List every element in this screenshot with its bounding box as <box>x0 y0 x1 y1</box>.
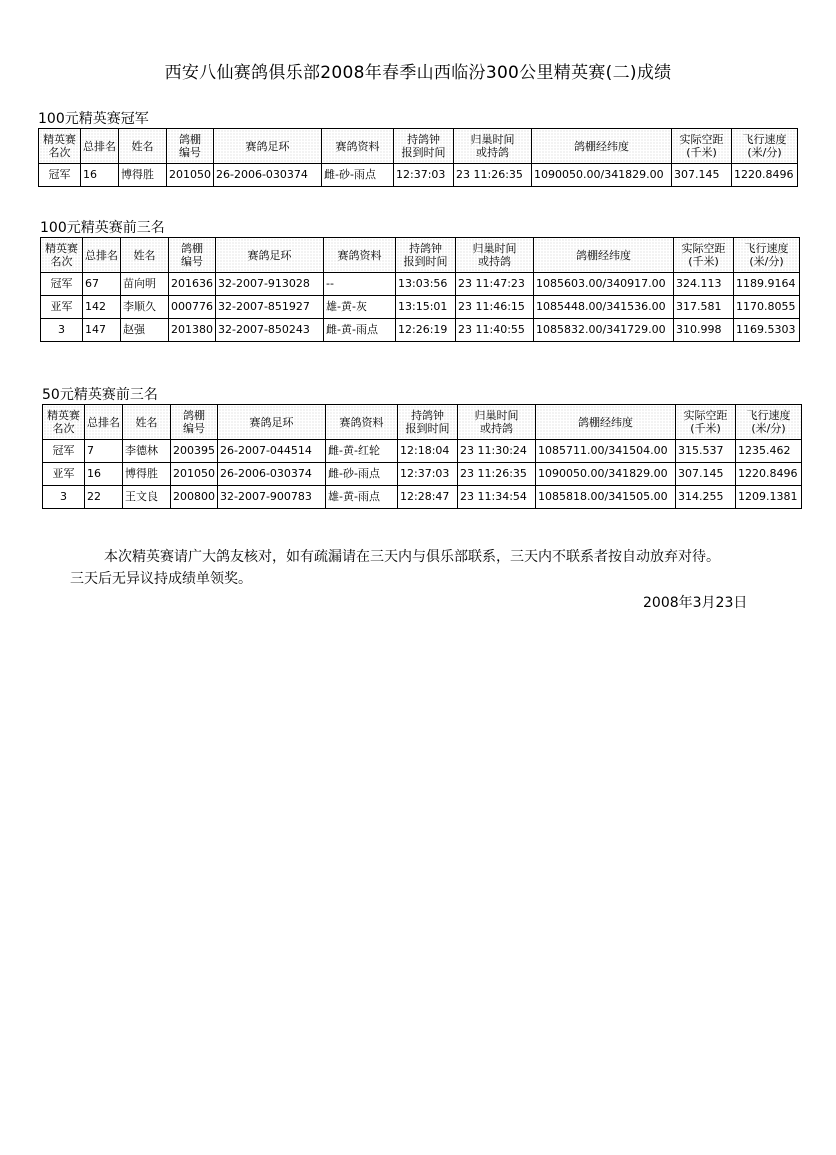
column-header <box>394 129 454 164</box>
table-cell: 000776 <box>169 296 216 319</box>
column-header-line: 飞行速度 <box>746 409 791 422</box>
column-header-line: 精英赛 <box>45 242 78 255</box>
column-header <box>532 129 672 164</box>
table-row <box>41 296 800 319</box>
column-header <box>454 129 532 164</box>
table-cell: 亚军 <box>41 296 83 319</box>
column-header <box>672 129 732 164</box>
table-cell: 1085818.00/341505.00 <box>536 486 676 509</box>
column-header-line: 归巢时间 <box>470 133 515 146</box>
table-cell: 1209.1381 <box>736 486 802 509</box>
column-header-line: 归巢时间 <box>474 409 519 422</box>
table-cell: 12:18:04 <box>398 440 458 463</box>
column-header <box>536 405 676 440</box>
table-cell: 26-2006-030374 <box>218 463 326 486</box>
column-header-line: 名次 <box>52 422 75 435</box>
column-header <box>216 238 324 273</box>
table-cell: 雄-黄-灰 <box>324 296 396 319</box>
table-cell: 冠军 <box>41 273 83 296</box>
table-cell: 苗向明 <box>121 273 169 296</box>
column-header-line: 编号 <box>181 255 203 268</box>
column-header <box>534 238 674 273</box>
table-cell: 26-2007-044514 <box>218 440 326 463</box>
section-title: 50元精英赛前三名 <box>42 387 158 403</box>
table-cell: 12:37:03 <box>394 164 454 187</box>
table-cell: 博得胜 <box>123 463 171 486</box>
table-cell: 142 <box>83 296 121 319</box>
column-header <box>396 238 456 273</box>
table-cell: 1169.5303 <box>734 319 800 342</box>
column-header-line: 姓名 <box>135 415 158 429</box>
table-cell: 23 11:47:23 <box>456 273 534 296</box>
table-cell: 7 <box>85 440 123 463</box>
column-header-line: 鸽棚经纬度 <box>576 248 631 262</box>
column-header <box>169 238 216 273</box>
page-title: 西安八仙赛鸽俱乐部2008年春季山西临汾300公里精英赛(二)成绩 <box>164 63 672 83</box>
table-cell: 1085711.00/341504.00 <box>536 440 676 463</box>
column-header <box>326 405 398 440</box>
column-header-line: 赛鸽足环 <box>249 415 294 429</box>
table-cell: 23 11:34:54 <box>458 486 536 509</box>
column-header-line: (米/分) <box>749 255 784 268</box>
table-cell: 324.113 <box>674 273 734 296</box>
column-header-line: 持鸽钟 <box>409 242 442 255</box>
column-header <box>167 129 214 164</box>
table-cell: 12:26:19 <box>396 319 456 342</box>
table-cell: 200800 <box>171 486 218 509</box>
column-header <box>674 238 734 273</box>
table-cell: 23 11:26:35 <box>454 164 532 187</box>
table-cell: 16 <box>85 463 123 486</box>
table-cell: 1090050.00/341829.00 <box>532 164 672 187</box>
table-cell: -- <box>324 273 396 296</box>
table-cell: 3 <box>43 486 85 509</box>
column-header <box>456 238 534 273</box>
column-header-line: 实际空距 <box>683 409 728 422</box>
table-cell: 雄-黄-雨点 <box>326 486 398 509</box>
column-header-line: 赛鸽资料 <box>335 139 380 153</box>
results-table <box>42 404 802 509</box>
table-cell: 12:28:47 <box>398 486 458 509</box>
column-header-line: 总排名 <box>83 139 116 153</box>
table-cell: 1085832.00/341729.00 <box>534 319 674 342</box>
table-cell: 1085448.00/341536.00 <box>534 296 674 319</box>
column-header-line: 报到时间 <box>403 255 448 268</box>
table-cell: 1085603.00/340917.00 <box>534 273 674 296</box>
table-cell: 23 11:26:35 <box>458 463 536 486</box>
table-cell: 1220.8496 <box>736 463 802 486</box>
table-cell: 雌-黄-雨点 <box>324 319 396 342</box>
column-header-line: (千米) <box>686 146 717 159</box>
column-header-line: 精英赛 <box>47 409 80 422</box>
notice-line-1: 本次精英赛请广大鸽友核对，如有疏漏请在三天内与俱乐部联系，三天内不联系者按自动放弃对待。 <box>104 549 720 565</box>
table-cell: 201050 <box>171 463 218 486</box>
column-header-line: (千米) <box>688 255 719 268</box>
section-100-top3 <box>40 219 800 342</box>
table-cell: 32-2007-851927 <box>216 296 324 319</box>
column-header-line: 报到时间 <box>405 422 450 435</box>
column-header-line: 编号 <box>183 422 205 435</box>
section-title: 100元精英赛前三名 <box>40 220 165 236</box>
notice-text <box>70 546 790 590</box>
column-header-line: 鸽棚经纬度 <box>578 415 633 429</box>
column-header <box>676 405 736 440</box>
column-header-line: 名次 <box>50 255 73 268</box>
table-cell: 亚军 <box>43 463 85 486</box>
header-row <box>43 405 802 440</box>
results-table <box>38 128 798 187</box>
column-header-line: 总排名 <box>85 248 118 262</box>
column-header <box>41 238 83 273</box>
table-row <box>43 463 802 486</box>
table-cell: 冠军 <box>43 440 85 463</box>
column-header-line: 归巢时间 <box>472 242 517 255</box>
table-row <box>43 486 802 509</box>
table-cell: 冠军 <box>39 164 81 187</box>
column-header-line: (米/分) <box>747 146 782 159</box>
table-cell: 雌-砂-雨点 <box>326 463 398 486</box>
table-cell: 雌-黄-红轮 <box>326 440 398 463</box>
table-cell: 317.581 <box>674 296 734 319</box>
table-row <box>41 319 800 342</box>
column-header-line: 精英赛 <box>43 133 76 146</box>
table-cell: 22 <box>85 486 123 509</box>
column-header-line: 鸽棚经纬度 <box>574 139 629 153</box>
issue-date: 2008年3月23日 <box>643 595 748 611</box>
table-cell: 26-2006-030374 <box>214 164 322 187</box>
table-cell: 23 11:40:55 <box>456 319 534 342</box>
column-header <box>322 129 394 164</box>
column-header <box>43 405 85 440</box>
section-50-top3 <box>42 386 802 509</box>
column-header-line: 名次 <box>48 146 71 159</box>
column-header <box>458 405 536 440</box>
column-header <box>218 405 326 440</box>
table-cell: 315.537 <box>676 440 736 463</box>
column-header-line: 实际空距 <box>679 133 724 146</box>
column-header-line: 持鸽钟 <box>407 133 440 146</box>
column-header-line: 飞行速度 <box>744 242 789 255</box>
table-cell: 310.998 <box>674 319 734 342</box>
column-header-line: 鸽棚 <box>181 242 203 255</box>
table-cell: 32-2007-850243 <box>216 319 324 342</box>
column-header-line: 编号 <box>179 146 201 159</box>
column-header-line: 持鸽钟 <box>411 409 444 422</box>
table-cell: 李德林 <box>123 440 171 463</box>
table-cell: 16 <box>81 164 119 187</box>
section-100-champion <box>38 110 798 187</box>
table-row <box>39 164 798 187</box>
column-header <box>39 129 81 164</box>
column-header <box>734 238 800 273</box>
column-header <box>121 238 169 273</box>
table-cell: 1189.9164 <box>734 273 800 296</box>
table-cell: 13:03:56 <box>396 273 456 296</box>
column-header-line: 飞行速度 <box>742 133 787 146</box>
table-cell: 1220.8496 <box>732 164 798 187</box>
table-cell: 23 11:46:15 <box>456 296 534 319</box>
table-cell: 3 <box>41 319 83 342</box>
table-cell: 12:37:03 <box>398 463 458 486</box>
section-title: 100元精英赛冠军 <box>38 111 149 127</box>
column-header <box>214 129 322 164</box>
table-cell: 23 11:30:24 <box>458 440 536 463</box>
column-header <box>736 405 802 440</box>
column-header-line: 鸽棚 <box>183 409 205 422</box>
table-cell: 李顺久 <box>121 296 169 319</box>
table-row <box>41 273 800 296</box>
table-row <box>43 440 802 463</box>
column-header <box>732 129 798 164</box>
column-header-line: (米/分) <box>751 422 786 435</box>
column-header-line: 姓名 <box>133 248 156 262</box>
column-header-line: 总排名 <box>87 415 120 429</box>
table-cell: 201636 <box>169 273 216 296</box>
table-cell: 147 <box>83 319 121 342</box>
header-row <box>41 238 800 273</box>
column-header-line: 或持鸽 <box>476 146 509 159</box>
column-header-line: 赛鸽资料 <box>339 415 384 429</box>
column-header-line: 赛鸽足环 <box>247 248 292 262</box>
header-row <box>39 129 798 164</box>
table-cell: 1090050.00/341829.00 <box>536 463 676 486</box>
table-cell: 雌-砂-雨点 <box>322 164 394 187</box>
table-cell: 13:15:01 <box>396 296 456 319</box>
table-cell: 32-2007-900783 <box>218 486 326 509</box>
notice-line-2: 三天后无异议持成绩单领奖。 <box>70 571 252 587</box>
column-header-line: 实际空距 <box>681 242 726 255</box>
column-header-line: 姓名 <box>131 139 154 153</box>
column-header <box>83 238 121 273</box>
column-header-line: 赛鸽足环 <box>245 139 290 153</box>
table-cell: 200395 <box>171 440 218 463</box>
column-header-line: 鸽棚 <box>179 133 201 146</box>
table-cell: 314.255 <box>676 486 736 509</box>
column-header-line: 报到时间 <box>401 146 446 159</box>
results-table <box>40 237 800 342</box>
column-header-line: (千米) <box>690 422 721 435</box>
table-cell: 201050 <box>167 164 214 187</box>
table-cell: 1170.8055 <box>734 296 800 319</box>
table-cell: 67 <box>83 273 121 296</box>
table-cell: 博得胜 <box>119 164 167 187</box>
column-header <box>171 405 218 440</box>
table-cell: 赵强 <box>121 319 169 342</box>
table-cell: 32-2007-913028 <box>216 273 324 296</box>
column-header <box>119 129 167 164</box>
column-header-line: 或持鸽 <box>478 255 511 268</box>
column-header <box>81 129 119 164</box>
table-cell: 201380 <box>169 319 216 342</box>
column-header <box>324 238 396 273</box>
column-header <box>85 405 123 440</box>
table-cell: 307.145 <box>672 164 732 187</box>
column-header <box>123 405 171 440</box>
column-header <box>398 405 458 440</box>
table-cell: 1235.462 <box>736 440 802 463</box>
column-header-line: 赛鸽资料 <box>337 248 382 262</box>
table-cell: 307.145 <box>676 463 736 486</box>
table-cell: 王文良 <box>123 486 171 509</box>
column-header-line: 或持鸽 <box>480 422 513 435</box>
